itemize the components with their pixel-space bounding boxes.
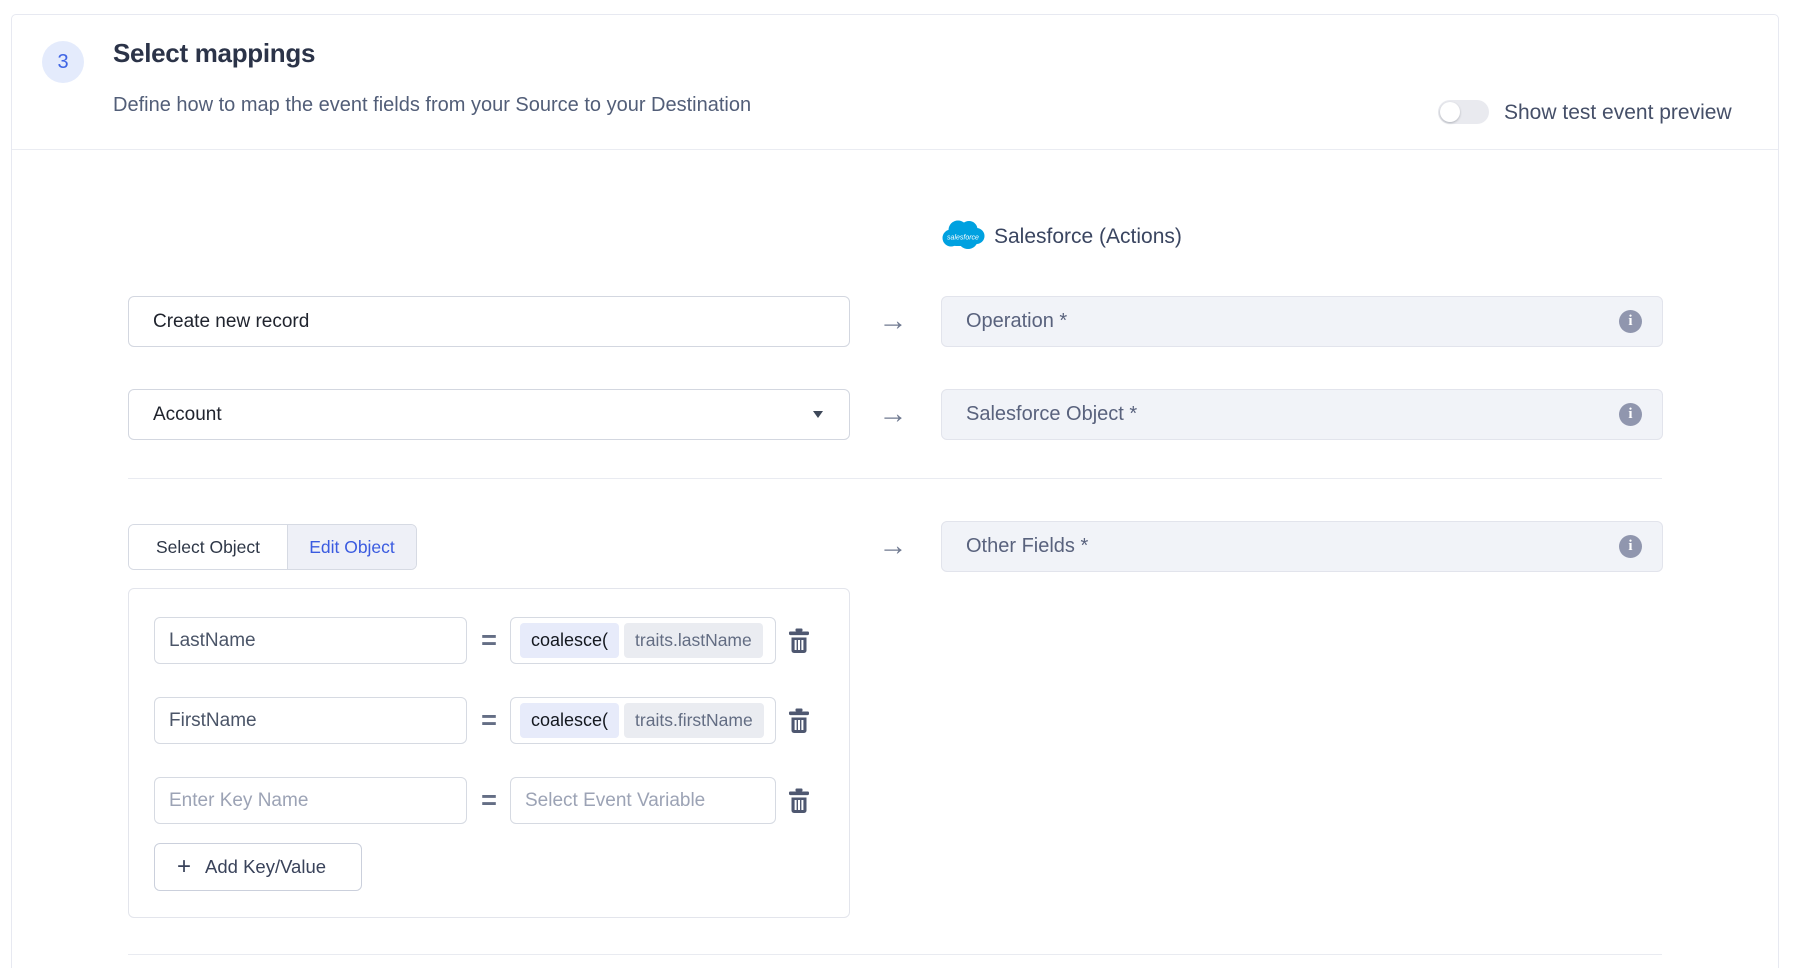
- function-chip[interactable]: coalesce(: [520, 623, 619, 658]
- other-fields-destination-field[interactable]: [941, 521, 1663, 572]
- key-input[interactable]: [155, 778, 466, 823]
- salesforce-cloud-icon: [941, 218, 985, 251]
- key-input-box[interactable]: [154, 777, 467, 824]
- object-mode-tabs: [128, 524, 417, 570]
- mapping-arrow-icon: →: [878, 305, 908, 337]
- variable-chip[interactable]: traits.lastName: [624, 623, 763, 658]
- key-input-box[interactable]: [154, 617, 467, 664]
- function-chip[interactable]: coalesce(: [520, 703, 619, 738]
- key-input-box[interactable]: [154, 697, 467, 744]
- chevron-down-icon: [813, 411, 823, 418]
- page-subtitle: Define how to map the event fields from your Source to your Destination: [113, 94, 752, 116]
- tab-select-object[interactable]: Select Object: [129, 525, 288, 569]
- toggle-label: Show test event preview: [1504, 101, 1732, 124]
- key-input[interactable]: [155, 618, 466, 663]
- value-input-box[interactable]: [510, 697, 776, 744]
- info-icon[interactable]: i: [1619, 403, 1642, 426]
- page-title: Select mappings: [113, 38, 316, 68]
- operation-source-input-box[interactable]: [128, 296, 850, 347]
- bottom-divider: [128, 954, 1662, 955]
- delete-row-button[interactable]: [787, 777, 811, 824]
- delete-row-button[interactable]: [787, 697, 811, 744]
- equals-sign: =: [481, 625, 497, 655]
- equals-sign: =: [481, 785, 497, 815]
- add-key-value-label: Add Key/Value: [205, 856, 327, 877]
- step-number-badge: 3: [42, 41, 84, 83]
- object-source-dropdown[interactable]: [128, 389, 850, 440]
- show-test-event-preview-toggle[interactable]: [1438, 100, 1489, 124]
- mapping-arrow-icon: →: [878, 398, 908, 430]
- equals-sign: =: [481, 705, 497, 735]
- mapping-arrow-icon: →: [878, 530, 908, 562]
- section-divider: [128, 478, 1662, 479]
- plus-icon: +: [177, 853, 192, 880]
- destination-field-label: Operation *: [966, 310, 1068, 332]
- destination-name: Salesforce (Actions): [994, 225, 1182, 248]
- toggle-knob: [1440, 102, 1460, 122]
- add-key-value-button[interactable]: [154, 843, 362, 891]
- variable-chip[interactable]: traits.firstName: [624, 703, 764, 738]
- salesforce-object-destination-field[interactable]: [941, 389, 1663, 440]
- operation-destination-field[interactable]: [941, 296, 1663, 347]
- value-placeholder: Select Event Variable: [525, 789, 706, 811]
- value-input-box[interactable]: [510, 617, 776, 664]
- key-input[interactable]: [155, 698, 466, 743]
- operation-source-input[interactable]: [129, 297, 849, 346]
- info-icon[interactable]: i: [1619, 310, 1642, 333]
- delete-row-button[interactable]: [787, 617, 811, 664]
- destination-field-label: Salesforce Object *: [966, 403, 1138, 425]
- dropdown-selected-value: Account: [153, 403, 222, 425]
- svg-text:salesforce: salesforce: [947, 234, 979, 242]
- info-icon[interactable]: i: [1619, 535, 1642, 558]
- destination-field-label: Other Fields *: [966, 535, 1089, 557]
- value-input-box[interactable]: [510, 777, 776, 824]
- tab-edit-object[interactable]: Edit Object: [288, 525, 416, 569]
- header-divider: [12, 149, 1778, 150]
